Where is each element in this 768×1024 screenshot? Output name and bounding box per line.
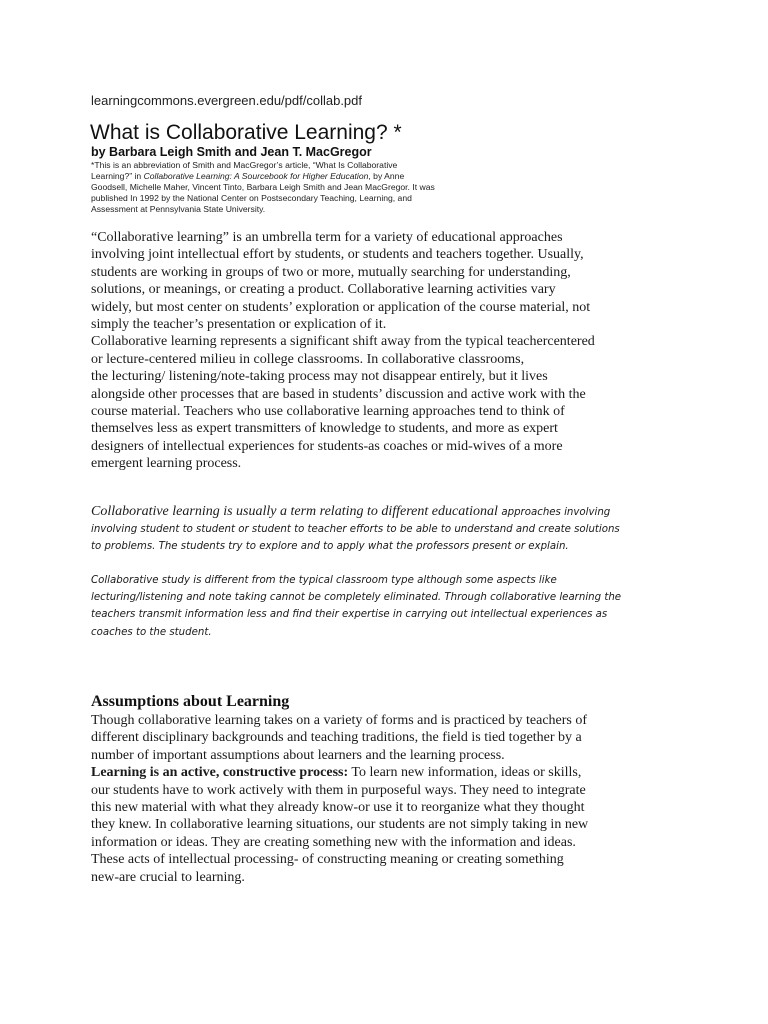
text-line: students are working in groups of two or more, mutually searching for understanding, [91,264,571,280]
text-line: These acts of intellectual processing- of constructing meaning or creating something [91,852,564,868]
text-line: they knew. In collaborative learning situations, our students are not simply taking in new [91,817,589,833]
text-line: new-are crucial to learning. [91,869,245,885]
text-line: Collaborative study is different from the typical classroom type although some aspects like [91,575,557,586]
text-line: Learning is an active, constructive process: To learn new information, ideas or skills, [91,765,582,781]
text-line: widely, but most center on students’ exploration or application of the course material, not [91,299,591,315]
document-title: What is Collaborative Learning? * [90,121,402,144]
section-heading: Assumptions about Learning [91,693,290,710]
text-line: our students have to work actively with them in purposeful ways. They need to integrate [91,782,586,798]
intro-paragraph [91,229,651,473]
text-line: “Collaborative learning” is an umbrella term for a variety of educational approaches [91,230,563,245]
text-line: themselves less as expert transmitters of knowledge to students, and more as expert [91,421,558,437]
note-line: Learning?” in Collaborative Learning: A Sourcebook for Higher Education, by Anne [91,171,405,181]
note-line: *This is an abbreviation of Smith and MacGregor’s article, “What Is Collaborative [91,160,398,170]
text-line: information or ideas. They are creating something new with the information and ideas. [91,834,576,850]
text-line: involving student to student or student to teacher efforts to be able to understand and create solutions [91,524,620,536]
text-line: involving joint intellectual effort by students, or students and teachers together. Usually, [91,247,584,263]
text-line: coaches to the student. [91,626,212,638]
text-line: different disciplinary backgrounds and teaching traditions, the field is tied together by a [91,730,582,746]
text-line: Collaborative learning represents a significant shift away from the typical teachercentered [91,334,595,350]
summary-paragraph-2 [91,572,691,641]
book-title: Collaborative Learning: A Sourcebook for Higher Education [143,171,369,181]
text-line: simply the teacher’s presentation or explication of it. [91,317,387,333]
text-line: lecturing/listening and note taking cannot be completely eliminated. Through collaborative learning the [91,592,622,604]
assumptions-paragraph [91,712,651,886]
note-line: published In 1992 by the National Center on Postsecondary Teaching, Learning, and [91,193,412,203]
citation-note [91,160,511,215]
text-line: to problems. The students try to explore and to apply what the professors present or explain. [91,541,569,553]
text-line: course material. Teachers who use collaborative learning approaches tend to think of [91,404,565,420]
author-byline: by Barbara Leigh Smith and Jean T. MacGregor [91,145,372,159]
text-line: number of important assumptions about learners and the learning process. [91,747,505,763]
source-url: learningcommons.evergreen.edu/pdf/collab.pdf [91,93,363,108]
text-line: alongside other processes that are based in students’ discussion and active work with the [91,386,586,402]
text-line: teachers transmit information less and find their expertise in carrying out intellectual experiences as [91,609,608,621]
text-line: designers of intellectual experiences for students-as coaches or mid-wives of a more [91,438,563,454]
bold-lead: Learning is an active, constructive process: [91,765,349,781]
text-line: or lecture-centered milieu in college classrooms. In collaborative classrooms, [91,351,525,367]
text-line: the lecturing/ listening/note-taking process may not disappear entirely, but it lives [91,369,548,385]
text-line: solutions, or meanings, or creating a product. Collaborative learning activities vary [91,282,556,298]
summary-paragraph-1 [91,503,691,556]
text-line: emergent learning process. [91,456,242,472]
text-line: Though collaborative learning takes on a variety of forms and is practiced by teachers of [91,713,588,728]
text-line: Collaborative learning is usually a term relating to different educational approaches involving [91,504,611,519]
text-line: this new material with what they already know-or use it to reorganize what they thought [91,800,585,816]
note-line: Goodsell, Michelle Maher, Vincent Tinto, Barbara Leigh Smith and Jean MacGregor. It was [91,182,435,192]
note-line: Assessment at Pennsylvania State University. [91,204,266,214]
